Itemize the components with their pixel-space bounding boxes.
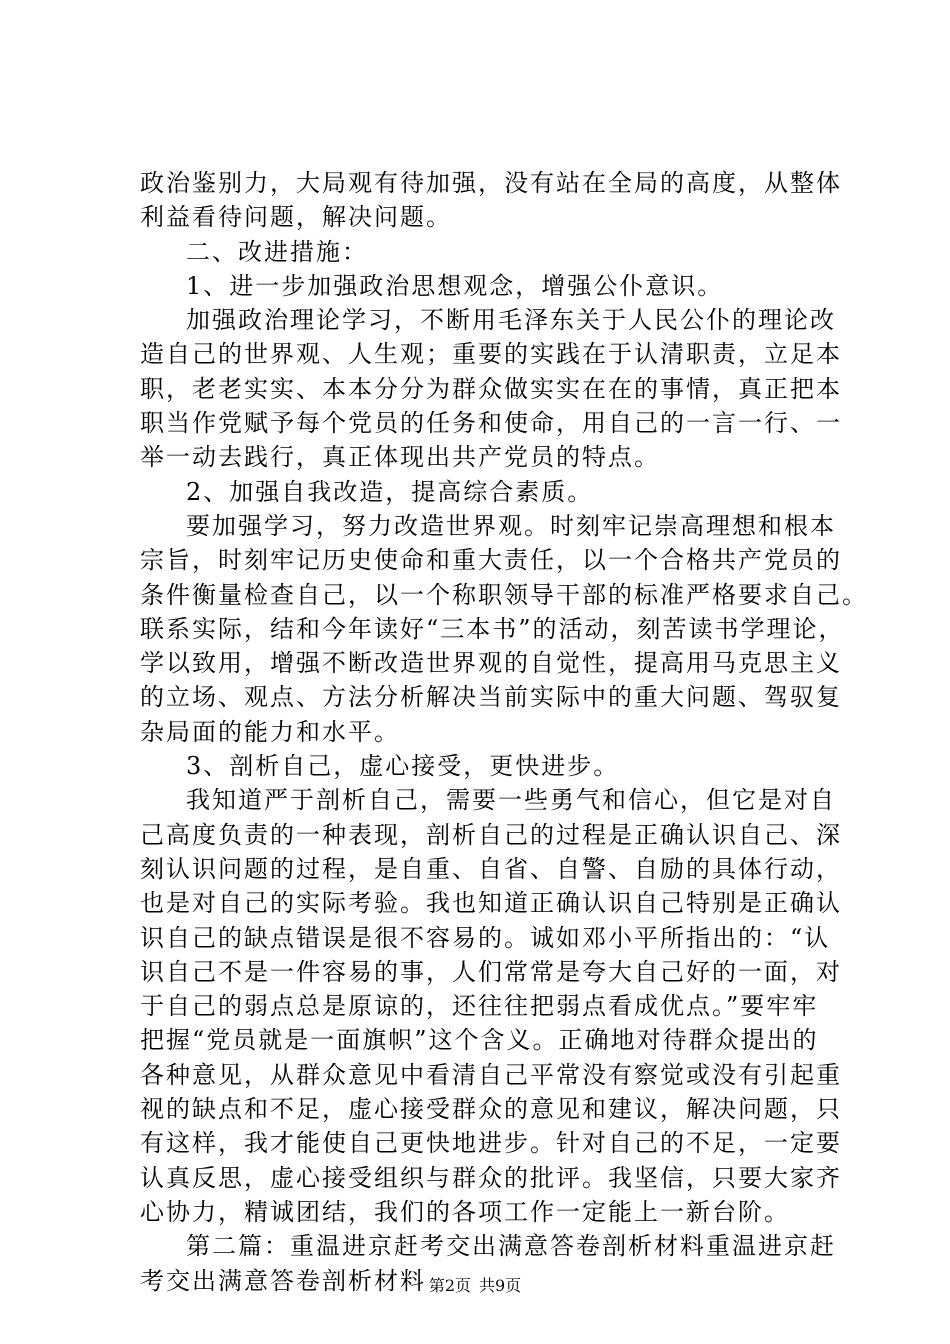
text-line: 心协力，精诚团结，我们的各项工作一定能上一新台阶。 — [140, 1197, 790, 1226]
text-line: 把握“党员就是一面旗帜”这个含义。正确地对待群众提出的 — [140, 1026, 819, 1055]
text-line: 宗旨，时刻牢记历史使命和重大责任，以一个合格共产党员的 — [140, 546, 842, 575]
text-line: 刻认识问题的过程，是自重、自省、自警、自励的具体行动， — [140, 854, 842, 883]
text-line: 识自己不是一件容易的事，人们常常是夸大自己好的一面，对 — [140, 957, 842, 986]
text-line: 学以致用，增强不断改造世界观的自觉性，提高用马克思主义 — [140, 649, 842, 678]
text-line: 要加强学习，努力改造世界观。时刻牢记崇高理想和根本 — [186, 511, 836, 540]
text-line: 我知道严于剖析自己，需要一些勇气和信心，但它是对自 — [186, 786, 836, 815]
page-number: 第2页 — [428, 1276, 471, 1295]
text-line: 杂局面的能力和水平。 — [140, 717, 400, 746]
subsection-heading: 3、剖析自己，虚心接受，更快进步。 — [186, 752, 620, 781]
text-line: 的立场、观点、方法分析解决当前实际中的重大问题、驾驭复 — [140, 683, 842, 712]
text-line: 于自己的弱点总是原谅的，还往往把弱点看成优点。”要牢牢 — [140, 992, 819, 1021]
text-line: 职当作党赋予每个党员的任务和使命，用自己的一言一行、一 — [140, 409, 842, 438]
page-footer — [0, 1275, 950, 1297]
text-line: 有这样，我才能使自己更快地进步。针对自己的不足，一定要 — [140, 1129, 842, 1158]
chapter-heading: 考交出满意答卷剖析材料 — [140, 1266, 426, 1295]
text-line: 认真反思，虚心接受组织与群众的批评。我坚信，只要大家齐 — [140, 1163, 842, 1192]
text-line: 各种意见，从群众意见中看清自己平常没有察觉或没有引起重 — [140, 1060, 842, 1089]
text-line: 识自己的缺点错误是很不容易的。诚如邓小平所指出的：“认 — [140, 923, 831, 952]
text-line: 也是对自己的实际考验。我也知道正确认识自己特别是正确认 — [140, 889, 842, 918]
text-line: 视的缺点和不足，虚心接受群众的意见和建议，解决问题，只 — [140, 1095, 842, 1124]
page-total: 共9页 — [479, 1276, 522, 1295]
text-line: 加强政治理论学习，不断用毛泽东关于人民公仆的理论改 — [186, 306, 836, 335]
text-line: 联系实际，结和今年读好“三本书”的活动，刻苦读书学理论， — [140, 614, 845, 643]
subsection-heading: 2、加强自我改造，提高综合素质。 — [186, 477, 594, 506]
document-body — [140, 166, 868, 1298]
text-line: 举一动去践行，真正体现出共产党员的特点。 — [140, 443, 660, 472]
text-line: 造自己的世界观、人生观；重要的实践在于认清职责，立足本 — [140, 340, 842, 369]
section-heading: 二、改进措施： — [186, 237, 368, 266]
text-line: 条件衡量检查自己，以一个称职领导干部的标准严格要求自己。 — [140, 580, 868, 609]
text-line: 己高度负责的一种表现，剖析自己的过程是正确认识自己、深 — [140, 820, 842, 849]
chapter-heading: 第二篇：重温进京赶考交出满意答卷剖析材料重温进京赶 — [186, 1232, 836, 1261]
text-line: 职，老老实实、本本分分为群众做实实在在的事情，真正把本 — [140, 374, 842, 403]
text-line: 政治鉴别力，大局观有待加强，没有站在全局的高度，从整体 — [140, 169, 842, 197]
subsection-heading: 1、进一步加强政治思想观念，增强公仆意识。 — [186, 271, 724, 300]
text-line: 利益看待问题，解决问题。 — [140, 203, 452, 232]
